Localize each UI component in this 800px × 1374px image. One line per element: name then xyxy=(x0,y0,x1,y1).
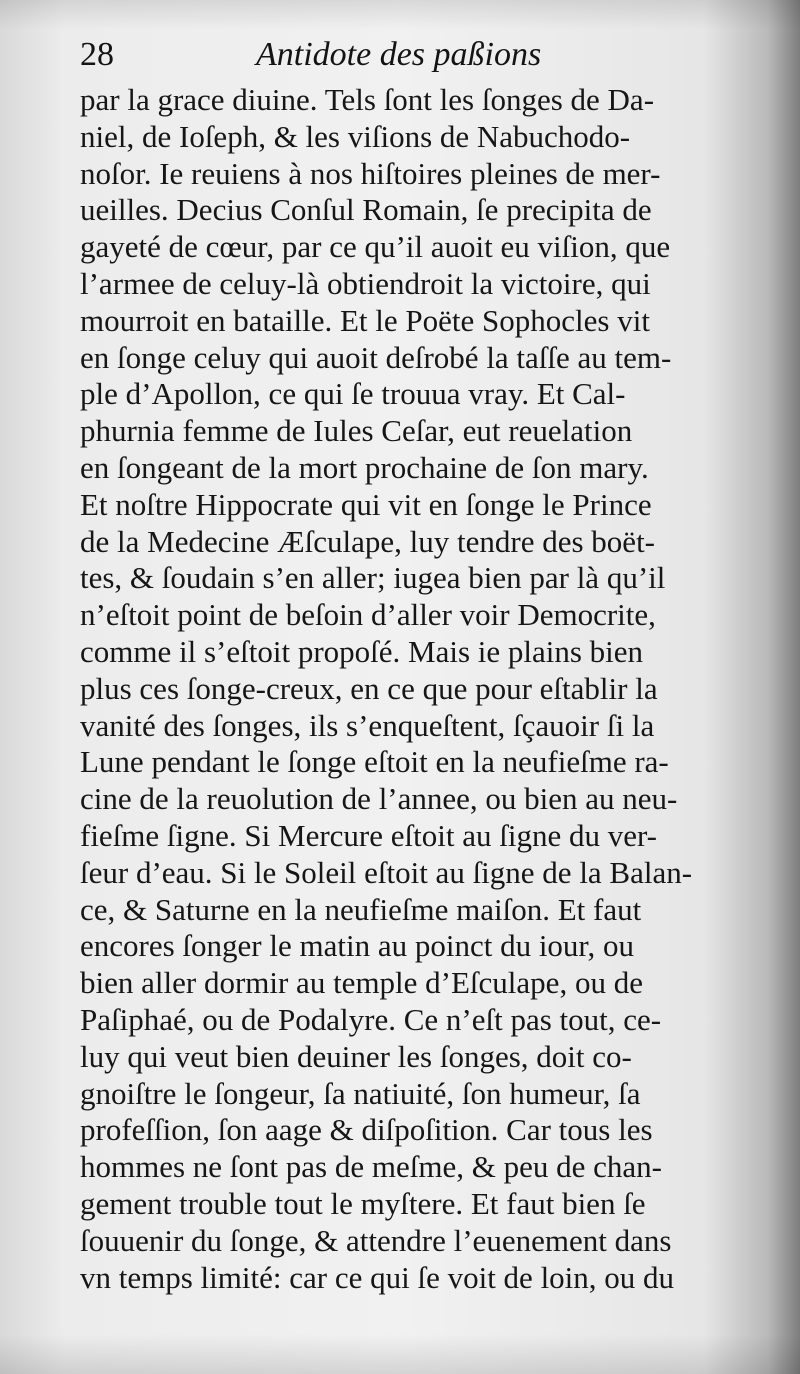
text-line: n’eſtoit point de beſoin d’aller voir Democrite, xyxy=(80,597,656,633)
text-line: noſor. Ie reuiens à nos hiſtoires pleines de mer- xyxy=(80,155,661,191)
text-line: de la Medecine Æſculape, luy tendre des boët- xyxy=(80,523,655,559)
text-line: hommes ne ſont pas de meſme, & peu de chan- xyxy=(80,1149,662,1185)
text-line: par la grace diuine. Tels ſont les ſonges de Da- xyxy=(80,82,655,117)
text-line: plus ces ſonge-creux, en ce que pour eſtablir la xyxy=(80,670,658,706)
text-line: fieſme ſigne. Si Mercure eſtoit au ſigne du ver- xyxy=(80,817,657,853)
text-line: en ſongeant de la mort prochaine de ſon mary. xyxy=(80,449,649,485)
text-line: luy qui veut bien deuiner les ſonges, doit co- xyxy=(80,1038,632,1074)
running-title: Antidote des paßions xyxy=(256,36,542,73)
text-line: tes, & ſoudain s’en aller; iugea bien par là qu’il xyxy=(80,560,666,596)
text-line: Et noſtre Hippocrate qui vit en ſonge le Prince xyxy=(80,486,652,522)
text-line: ce, & Saturne en la neufieſme maiſon. Et faut xyxy=(80,891,642,927)
text-line: niel, de Ioſeph, & les viſions de Nabuchodo- xyxy=(80,118,631,154)
text-line: ple d’Apollon, ce qui ſe trouua vray. Et Cal- xyxy=(80,376,626,412)
text-line: ſeur d’eau. Si le Soleil eſtoit au ſigne de la Balan- xyxy=(80,854,693,890)
text-line: ueilles. Decius Conſul Romain, ſe precipita de xyxy=(80,192,652,228)
page-shadow-bottom xyxy=(0,1334,800,1374)
page-shadow-top xyxy=(0,0,800,30)
text-line: vanité des ſonges, ils s’enqueſtent, ſçauoir ſi la xyxy=(80,707,655,743)
text-line: profeſſion, ſon aage & diſpoſition. Car tous les xyxy=(80,1112,653,1148)
page-header xyxy=(80,36,740,86)
text-line: comme il s’eſtoit propoſé. Mais ie plains bien xyxy=(80,633,644,669)
text-line: gnoiſtre le ſongeur, ſa natiuité, ſon humeur, ſa xyxy=(80,1075,641,1111)
text-line: gayeté de cœur, par ce qu’il auoit eu viſion, que xyxy=(80,229,671,265)
text-line: gement trouble tout le myſtere. Et faut bien ſe xyxy=(80,1185,646,1221)
text-line: encores ſonger le matin au poinct du iour, ou xyxy=(80,928,635,964)
text-line: ſouuenir du ſonge, & attendre l’euenement dans xyxy=(80,1222,672,1258)
body-text xyxy=(80,82,740,1296)
text-line: mourroit en bataille. Et le Poëte Sophocles vit xyxy=(80,302,650,338)
text-line: Lune pendant le ſonge eſtoit en la neufieſme ra- xyxy=(80,744,669,780)
text-line: bien aller dormir au temple d’Eſculape, ou de xyxy=(80,965,643,1001)
text-line: l’armee de celuy-là obtiendroit la victoire, qui xyxy=(80,265,651,301)
text-line: Paſiphaé, ou de Podalyre. Ce n’eſt pas tout, ce- xyxy=(80,1001,662,1037)
text-line: en ſonge celuy qui auoit deſrobé la taſſe au tem- xyxy=(80,339,672,375)
text-line: phurnia femme de Iules Ceſar, eut reuelation xyxy=(80,413,633,449)
page-number: 28 xyxy=(80,36,114,73)
text-line: cine de la reuolution de l’annee, ou bien au neu- xyxy=(80,781,678,817)
text-line: vn temps limité: car ce qui ſe voit de loin, ou du xyxy=(80,1259,675,1295)
